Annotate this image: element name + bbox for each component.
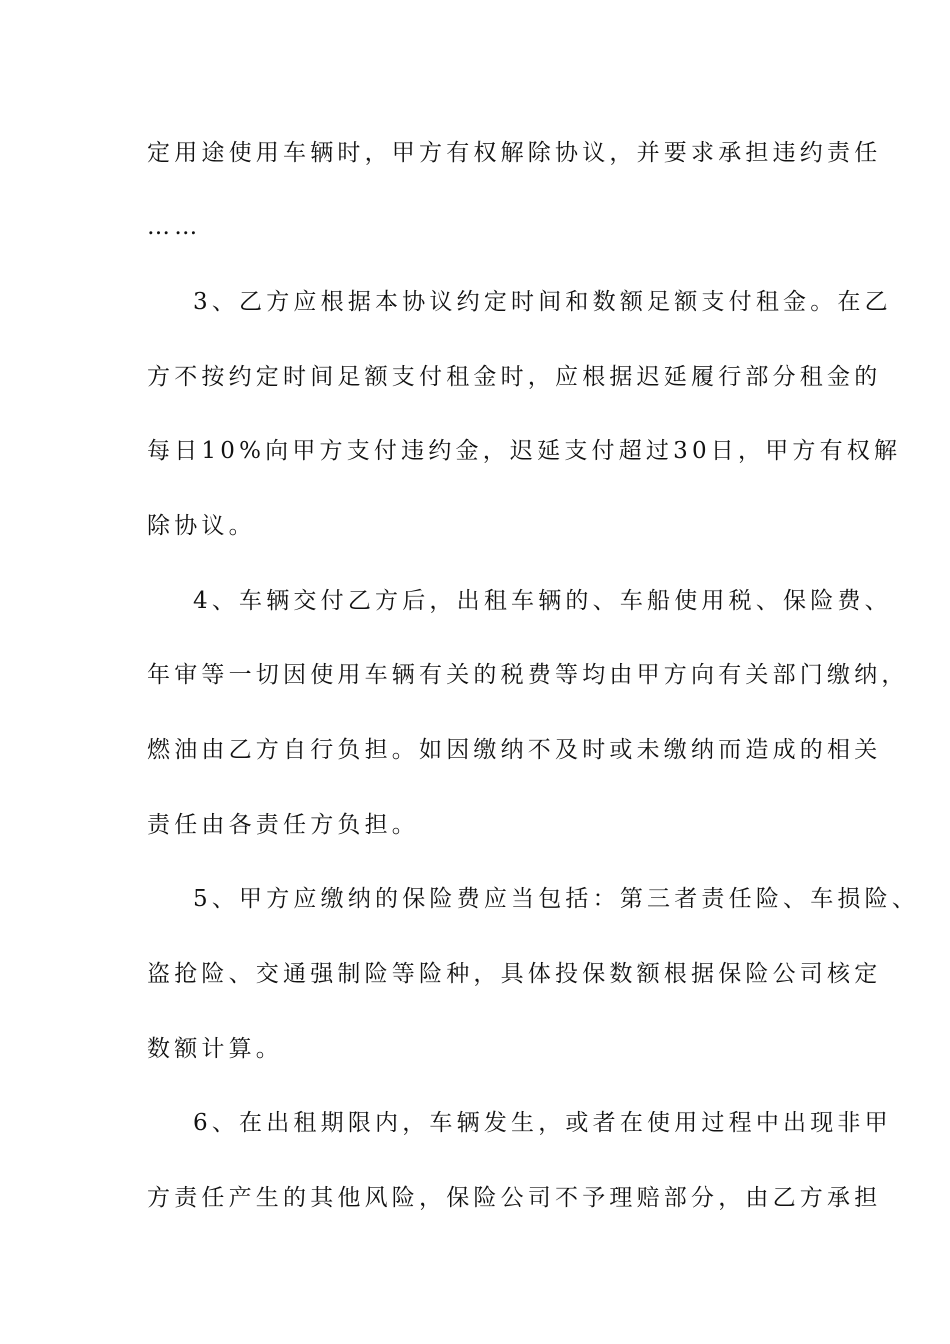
text-line: 燃油由乙方自行负担。如因缴纳不及时或未缴纳而造成的相关 xyxy=(147,737,882,763)
text-line: …… xyxy=(147,214,202,240)
text-line: 方责任产生的其他风险，保险公司不予理赔部分，由乙方承担 xyxy=(147,1185,882,1211)
text-line: 定用途使用车辆时，甲方有权解除协议，并要求承担违约责任 xyxy=(147,140,882,166)
paragraph-6-line: 6、在出租期限内，车辆发生，或者在使用过程中出现非甲 xyxy=(193,1110,892,1136)
text-line: 年审等一切因使用车辆有关的税费等均由甲方向有关部门缴纳， xyxy=(147,662,909,688)
paragraph-5-line: 5、甲方应缴纳的保险费应当包括：第三者责任险、车损险、 xyxy=(193,886,920,912)
text-line: 方不按约定时间足额支付租金时，应根据迟延履行部分租金的 xyxy=(147,364,882,390)
paragraph-3-line: 3、乙方应根据本协议约定时间和数额足额支付租金。在乙 xyxy=(193,289,892,315)
text-line: 除协议。 xyxy=(147,513,256,539)
text-line: 每日10%向甲方支付违约金，迟延支付超过30日，甲方有权解 xyxy=(147,438,902,464)
paragraph-4-line: 4、车辆交付乙方后，出租车辆的、车船使用税、保险费、 xyxy=(193,588,892,614)
text-line: 盗抢险、交通强制险等险种，具体投保数额根据保险公司核定 xyxy=(147,961,882,987)
text-line: 数额计算。 xyxy=(147,1036,283,1062)
text-line: 责任由各责任方负担。 xyxy=(147,812,419,838)
